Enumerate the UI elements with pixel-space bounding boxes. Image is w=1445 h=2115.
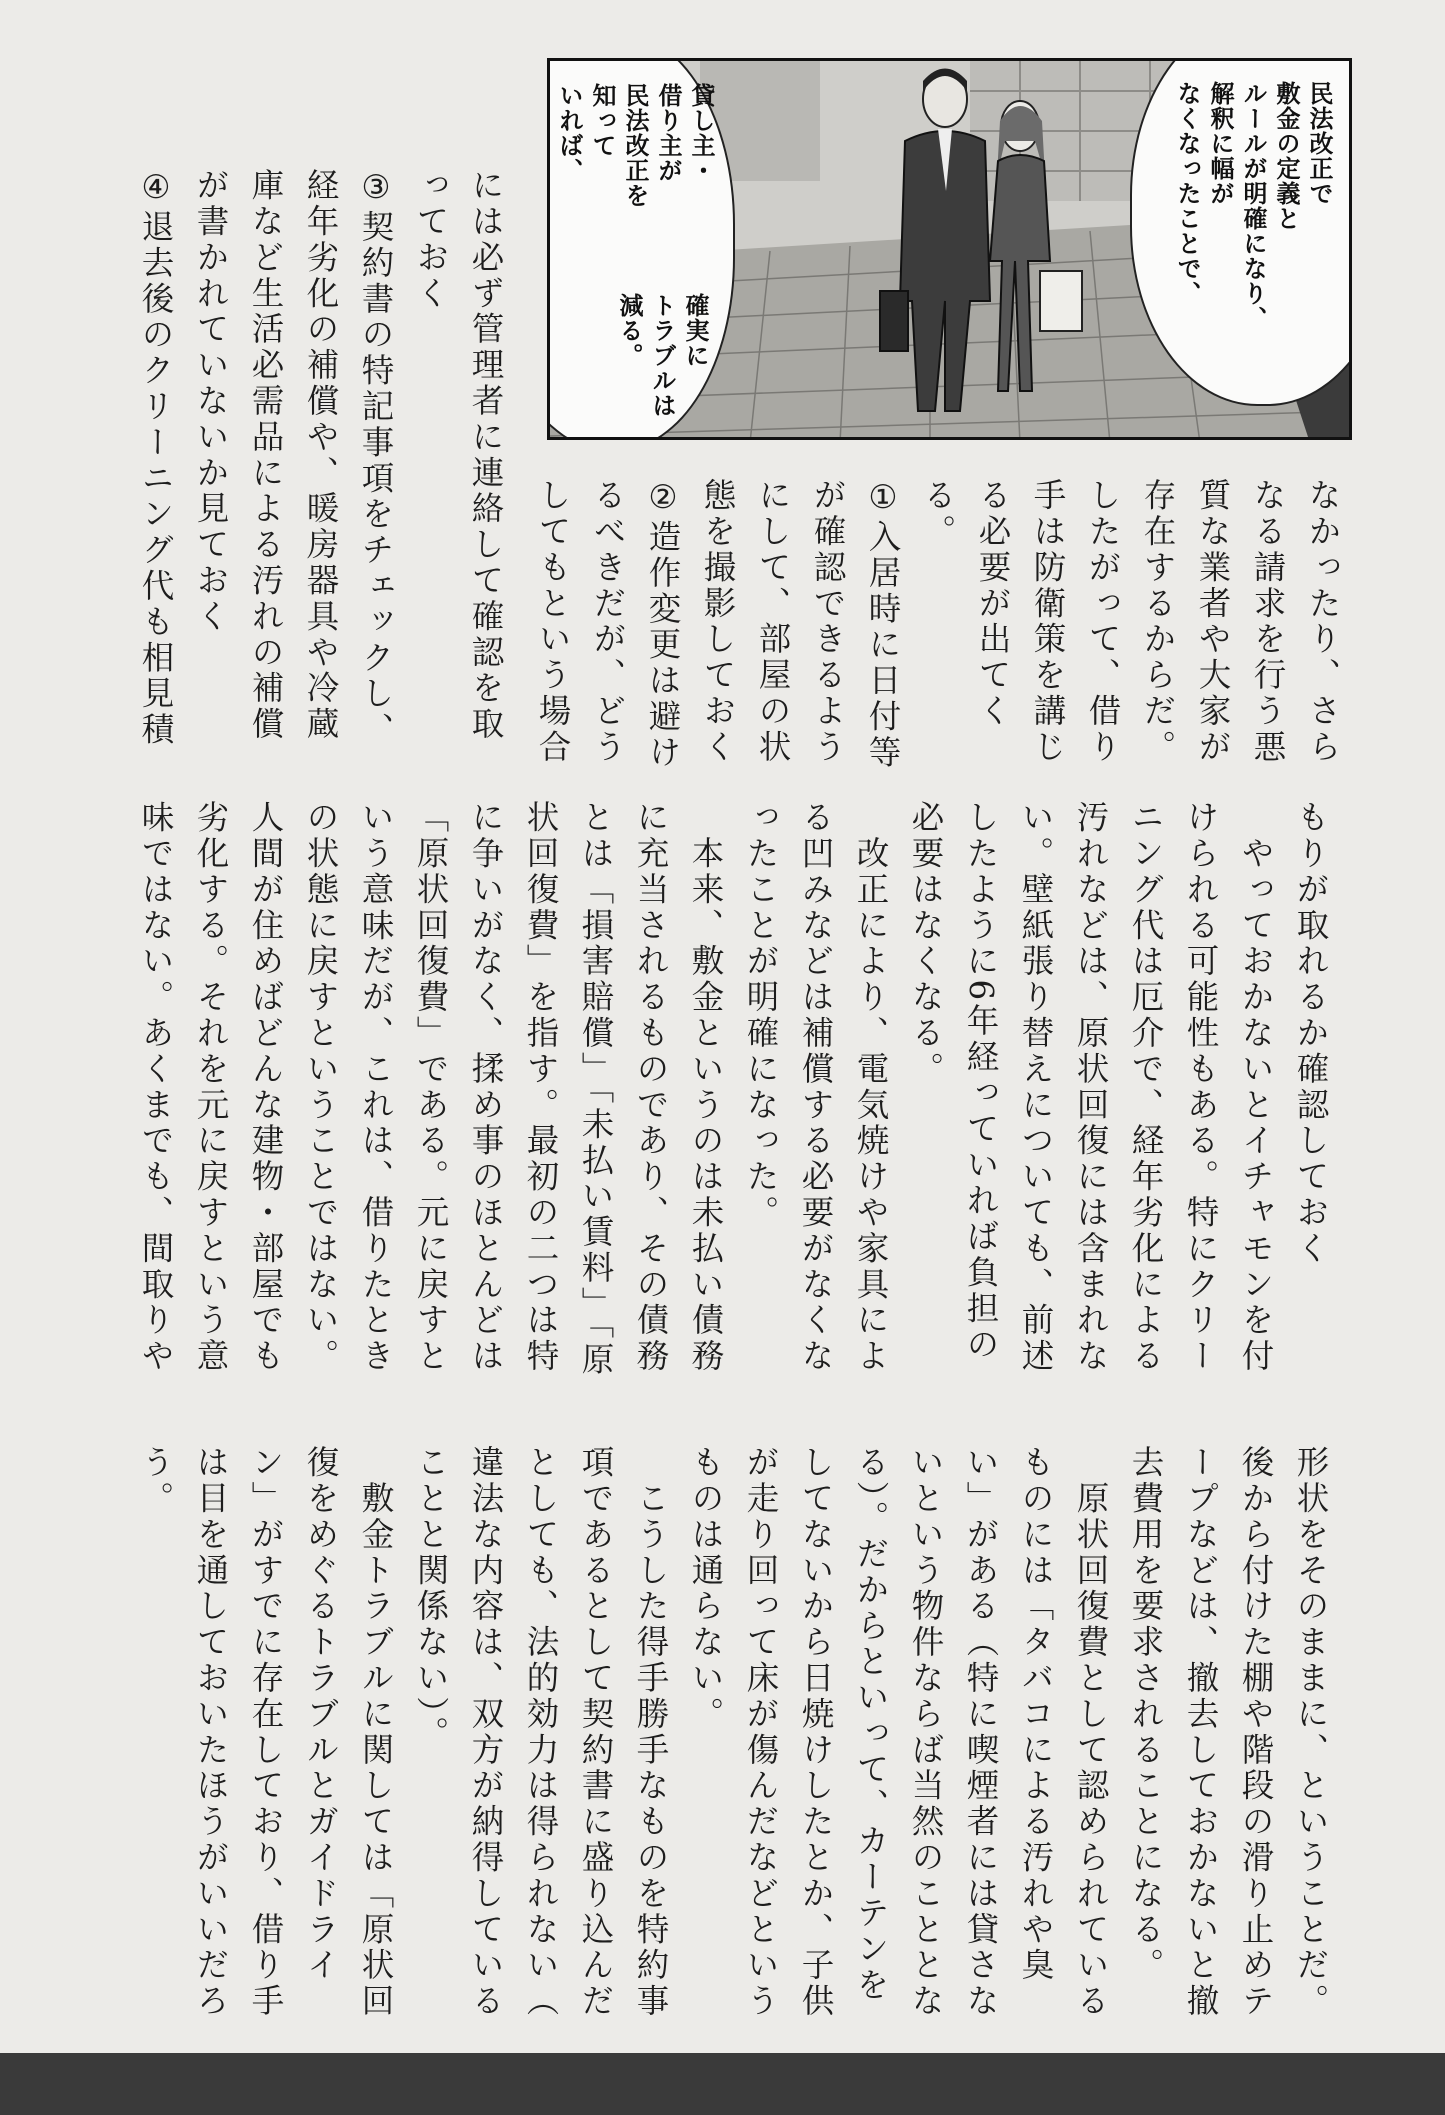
shopping-bag-icon [1040, 271, 1082, 331]
speech-bubble-left-text-a: 貸し主・ 借り主が 民法改正を 知って いれば、 [555, 83, 715, 208]
speech-bubble-right-text: 民法改正で 敷金の定義と ルールが明確になり、 解釈に幅が なくなったことで、 [1173, 81, 1333, 331]
manga-panel [547, 58, 1352, 440]
page-footer-bar [0, 2053, 1445, 2115]
text-column-middle: もりが取れるか確認しておく やっておかないとイチャモンを付 けられる可能性もある。特にクリー ニング代は厄介で、経年劣化による 汚れなどは、原状回復には含まれな い。壁紙張り替えについても、前述 したように6年経っていれば負担の 必要はなくなる。 改正により、電気焼けや家具によ る凹みなどは補償する必要がなくな ったことが明確になった。 本来、敷金というのは未払い債務 に充当されるものであり、その債務 とは「損害賠償」「未払い賃料」「原 状回復費」を指す。最初の二つは特 に争いがなく、揉め事のほとんどは 「原状回復費」である。元に戻すと いう意味だが、これは、借りたとき の状態に戻すということではない。 人間が住めばどんな建物・部屋でも 劣化する。それを元に戻すという意 味ではない。あくまでも、間取りや [137, 800, 1330, 1378]
speech-bubble-left-text-b: 確実に トラブルは 減る。 [615, 293, 709, 418]
text-column-bottom: 形状をそのままに、ということだ。 後から付けた棚や階段の滑り止めテ ープなどは、撤去しておかないと撤 去費用を要求されることになる。 原状回復費として認められている ものには「タバコによる汚れや臭 い」がある（特に喫煙者には貸さな いという物件ならば当然のこととな る）。だからといって、カーテンを してないから日焼けしたとか、子供 が走り回って床が傷んだなどという ものは通らない。 こうした得手勝手なものを特約事 項であるとして契約書に盛り込んだ としても、法的効力は得られない（ 違法な内容は、双方が納得している ことと関係ない）。 敷金トラブルに関しては「原状回 復をめぐるトラブルとガイドライ ン」がすでに存在しており、借り手 は目を通しておいたほうがいいだろ う。 [137, 1445, 1330, 2020]
text-column-top-right: なかったり、さら なる請求を行う悪 質な業者や大家が 存在するからだ。 したがって、借り 手は防衛策を講じ る必要が出てく る。 ①入居時に日付等 が確認できるよう にして、部屋の状 態を撮影しておく ②造作変更は避け るべきだが、どう してもという場合 [534, 478, 1342, 771]
briefcase-icon [880, 291, 908, 351]
text-column-top-left: には必ず管理者に連絡して確認を取 っておく ③契約書の特記事項をチェックし、 経年劣化の補償や、暖房器具や冷蔵 庫など生活必需品による汚れの補償 が書かれていないか見ておく ④退去後のクリーニング代も相見積 [137, 168, 505, 748]
